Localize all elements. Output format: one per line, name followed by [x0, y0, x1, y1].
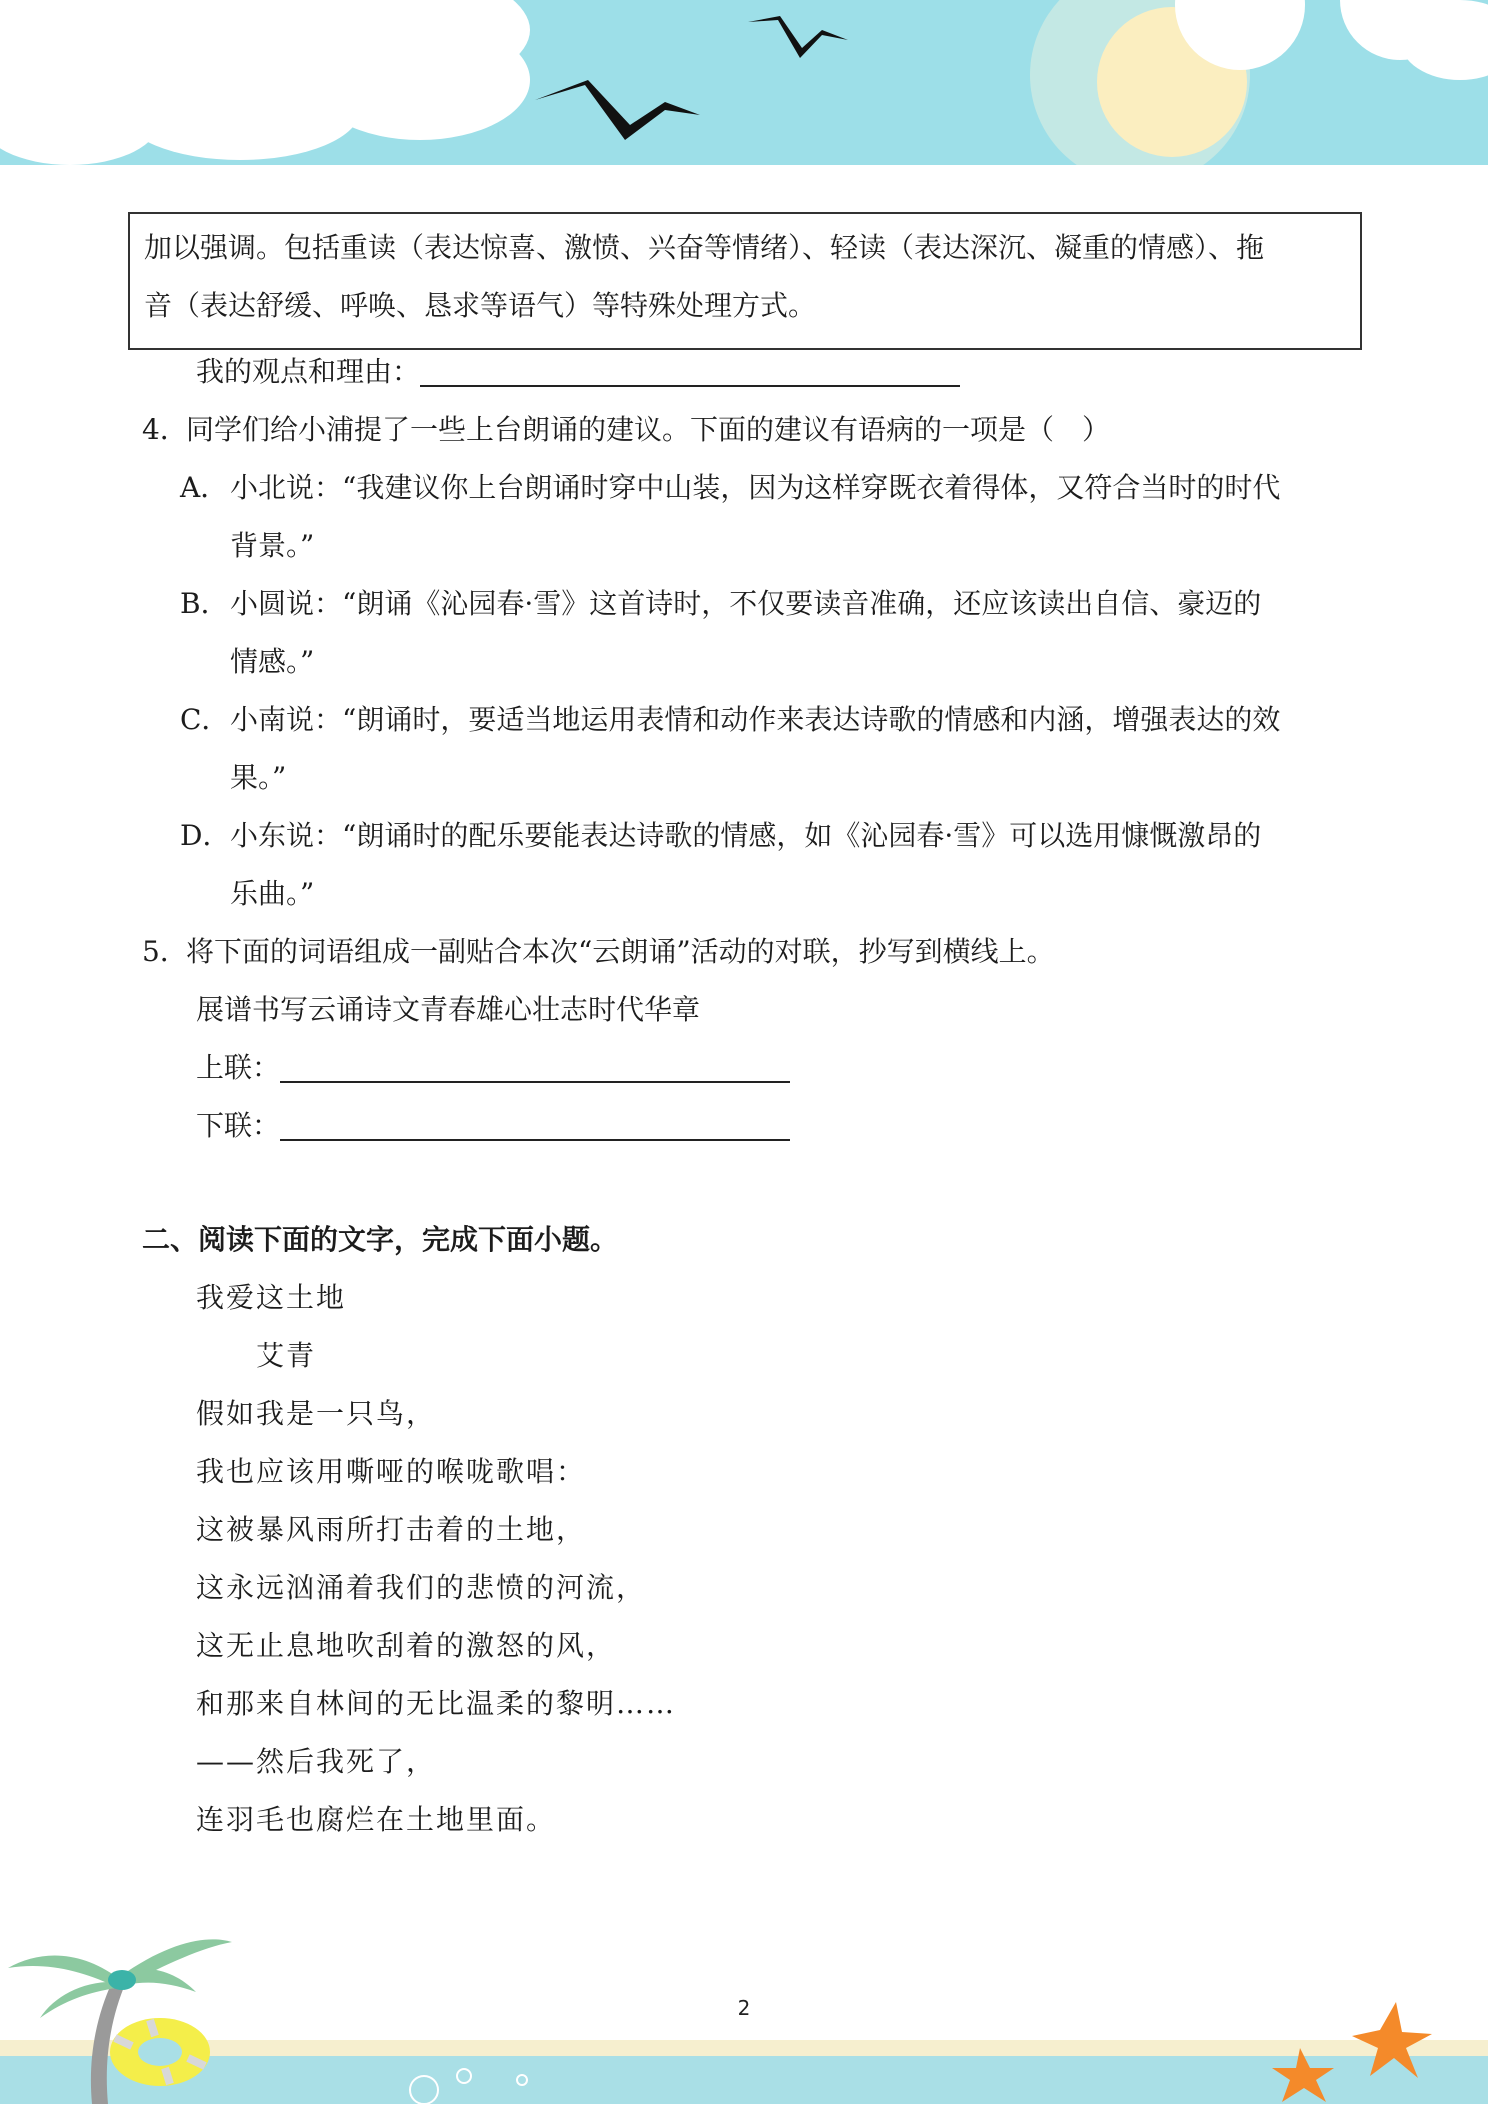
page-number: 2: [737, 1996, 751, 2020]
note-box-line-1: 加以强调。包括重读（表达惊喜、激愤、兴奋等情绪）、轻读（表达深沉、凝重的情感）、拖: [144, 231, 1265, 264]
question-stem: 同学们给小浦提了一些上台朗诵的建议。下面的建议有语病的一项是（ ）: [186, 413, 1111, 446]
option-b-continued: 情感。”: [230, 645, 315, 678]
option-a[interactable]: [180, 468, 1280, 508]
bottom-beach-banner: [0, 1920, 1488, 2104]
option-letter: A．: [180, 471, 229, 504]
option-letter: B．: [180, 587, 229, 620]
poem-line: 这永远汹涌着我们的悲愤的河流，: [196, 1571, 647, 1604]
section-heading: 二、阅读下面的文字，完成下面小题。: [142, 1223, 619, 1256]
swim-ring-icon: [110, 2018, 210, 2086]
lower-couplet-row: [196, 1106, 790, 1146]
poem-line: 这无止息地吹刮着的激怒的风，: [196, 1629, 617, 1662]
note-box-line-2: 音（表达舒缓、呼唤、恳求等语气）等特殊处理方式。: [144, 289, 817, 322]
option-c-continued: 果。”: [230, 761, 287, 794]
upper-couplet-row: [196, 1048, 790, 1088]
coconut: [108, 1970, 136, 1990]
option-letter: C．: [180, 703, 230, 736]
option-text: 小南说：“朗诵时，要适当地运用表情和动作来表达诗歌的情感和内涵，增强表达的效: [230, 703, 1281, 736]
poem-author: 艾青: [256, 1339, 317, 1372]
sea-band: [0, 2056, 1488, 2104]
poem-line: 我也应该用嘶哑的喉咙歌唱：: [196, 1455, 587, 1488]
question-number: 4．: [142, 413, 188, 446]
question-4: [142, 410, 1110, 450]
option-b[interactable]: [180, 584, 1261, 624]
lower-couplet-label: 下联：: [196, 1109, 281, 1142]
poem-line: 连羽毛也腐烂在土地里面。: [196, 1803, 557, 1836]
option-text: 小北说：“我建议你上台朗诵时穿中山装，因为这样穿既衣着得体，又符合当时的时代: [230, 471, 1281, 504]
opinion-answer-line[interactable]: [420, 353, 960, 387]
opinion-label: 我的观点和理由：: [196, 355, 421, 388]
poem-line: ——然后我死了，: [196, 1745, 437, 1778]
option-d-continued: 乐曲。”: [230, 877, 315, 910]
option-a-continued: 背景。”: [230, 529, 315, 562]
note-box: [128, 212, 1362, 350]
question-stem: 将下面的词语组成一副贴合本次“云朗诵”活动的对联，抄写到横线上。: [186, 935, 1055, 968]
option-text: 小东说：“朗诵时的配乐要能表达诗歌的情感，如《沁园春·雪》可以选用慷慨激昂的: [230, 819, 1262, 852]
poem-title: 我爱这土地: [196, 1281, 347, 1314]
upper-couplet-answer-line[interactable]: [280, 1049, 790, 1083]
upper-couplet-label: 上联：: [196, 1051, 281, 1084]
poem-line: 假如我是一只鸟，: [196, 1397, 437, 1430]
option-d[interactable]: [180, 816, 1261, 856]
lower-couplet-answer-line[interactable]: [280, 1107, 790, 1141]
poem-line: 这被暴风雨所打击着的土地，: [196, 1513, 587, 1546]
option-c[interactable]: [180, 700, 1280, 740]
word-list: 展谱书写云诵诗文青春雄心壮志时代华章: [196, 993, 701, 1026]
question-5: [142, 932, 1055, 972]
option-letter: D．: [180, 819, 231, 852]
option-text: 小圆说：“朗诵《沁园春·雪》这首诗时，不仅要读音准确，还应该读出自信、豪迈的: [230, 587, 1262, 620]
question-number: 5．: [142, 935, 188, 968]
poem-line: 和那来自林间的无比温柔的黎明……: [196, 1687, 677, 1720]
sand-band: [0, 2040, 1488, 2056]
opinion-row: [196, 352, 960, 392]
